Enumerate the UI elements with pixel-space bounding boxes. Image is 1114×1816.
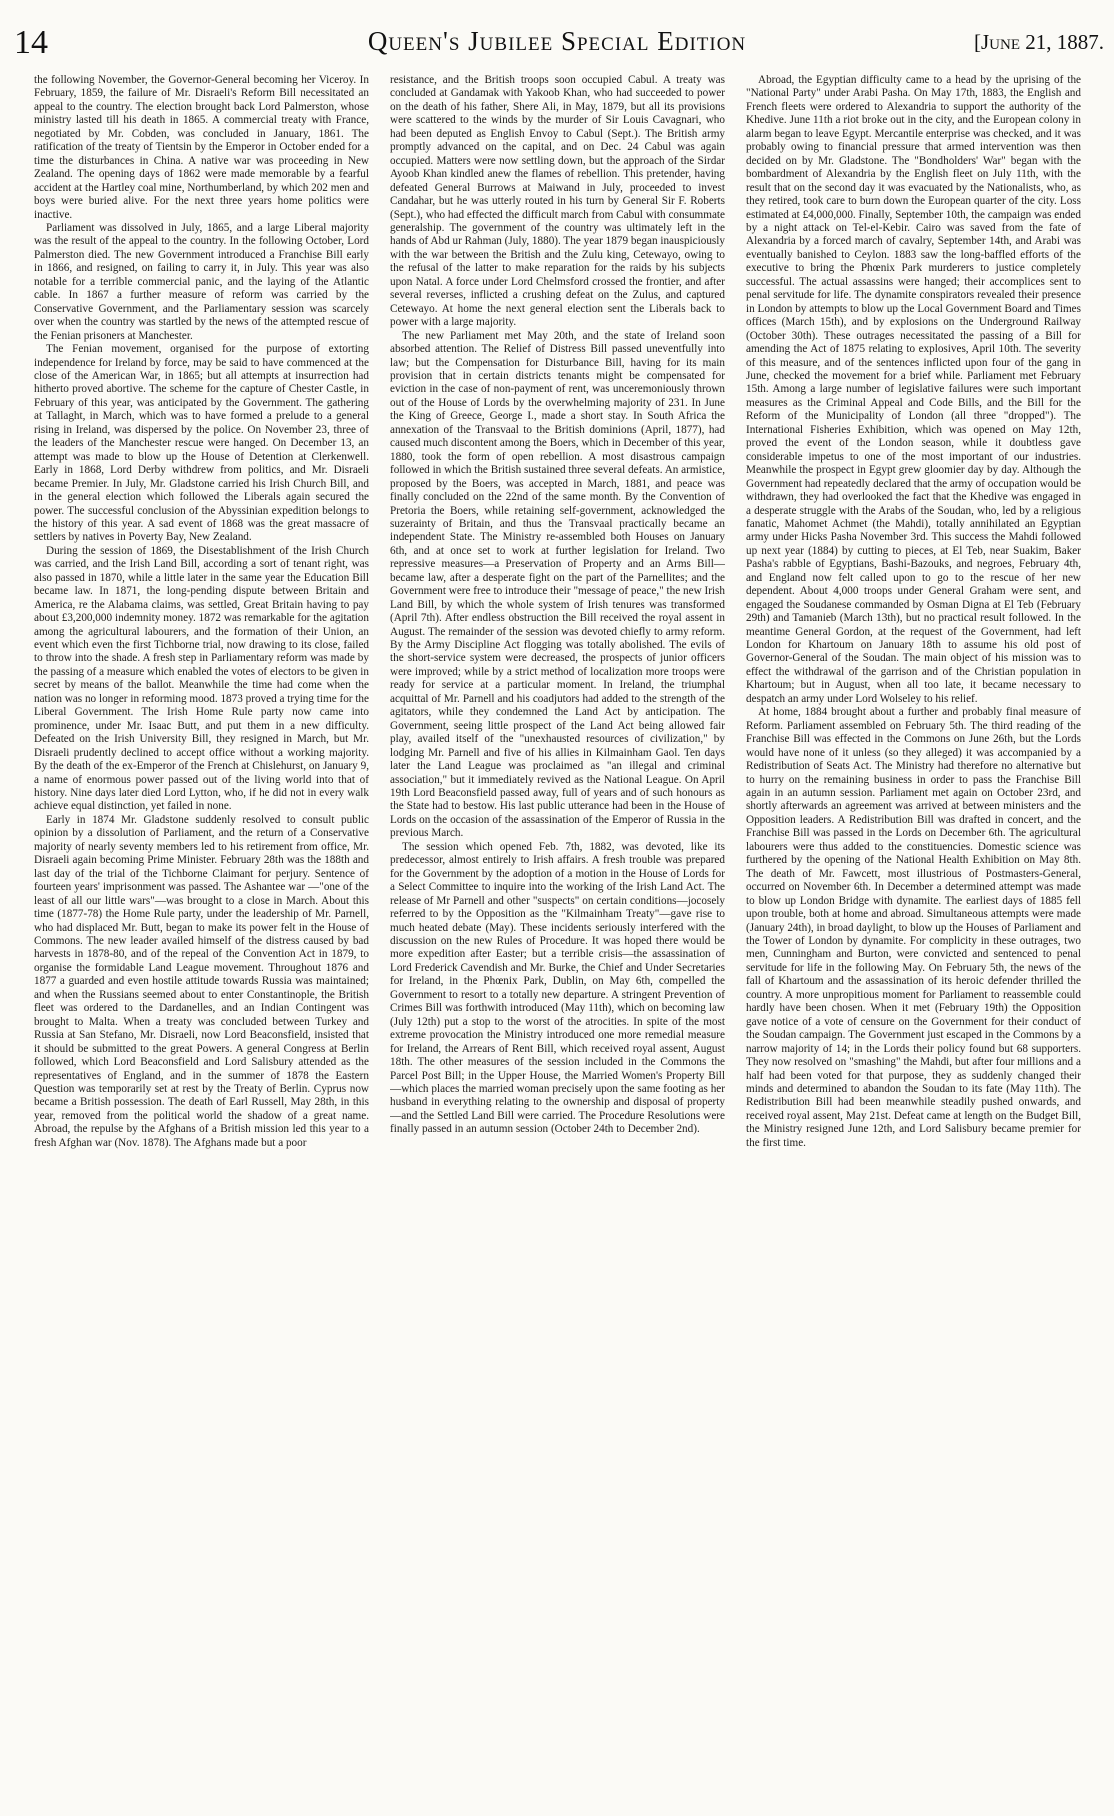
running-title: Queen's Jubilee Special Edition: [367, 26, 747, 56]
article-columns: [34, 74, 1082, 1774]
paragraph: During the session of 1869, the Disestablishment of the Irish Church was carried, and the Irish Land Bill, according a sort of tenant right, was also passed in 1870, while a little later in the same year the Education Bill became law. In 1871, the long-pending dispute between Britain and America, re the Alabama claims, was settled, Great Britain having to pay about £3,200,000 indemnity money. 1872 was remarkable for the agitation among the agricultural labourers, and the formation of their Union, an event which even the first Tichborne trial, now drawing to its close, failed to throw into the shade. A fresh step in Parliamentary reform was made by the passing of a measure which enabled the votes of electors to be given in secret by means of the ballot. Meanwhile the time had come when the nation was no longer in reforming mood. 1873 proved a trying time for the Liberal Government. The Irish Home Rule party now came into prominence, under Mr. Isaac Butt, and put them in a new difficulty. Defeated on the Irish University Bill, they resigned in March, but Mr. Disraeli prudently declined to accept office without a working majority. By the death of the ex-Emperor of the French at Chislehurst, on January 9, a name of enormous power passed out of the living world into that of history. Nine days later died Lord Lytton, who, if he did not in every walk achieve equal distinction, yet failed in none.: [34, 544, 369, 813]
paragraph: the following November, the Governor-General becoming her Viceroy. In February, 1859, the failure of Mr. Disraeli's Reform Bill necessitated an appeal to the country. The election brought back Lord Palmerston, whose ministry lasted till his death in 1865. A commercial treaty with France, negotiated by Mr. Cobden, was concluded in January, 1861. The ratification of the treaty of Tientsin by the Emperor in October ended for a time the disturbances in China. A native war was proceeding in New Zealand. The opening days of 1862 were made memorable by a fearful accident at the Hartley coal mine, Northumberland, by which 202 men and boys were buried alive. For the next three years home politics were inactive.: [34, 74, 369, 221]
column-3: [746, 74, 1081, 1770]
paragraph: Abroad, the Egyptian difficulty came to a head by the uprising of the "National Party" under Arabi Pasha. On May 17th, 1883, the English and French fleets were ordered to Alexandria to support the authority of the Khedive. June 11th a riot broke out in the city, and the European colony in alarm began to leave Egypt. Mercantile enterprise was checked, and it was probably owing to financial pressure that armed intervention was then decided on by Mr. Gladstone. The "Bondholders' War" began with the bombardment of Alexandria by the English fleet on July 11th, with the result that on the second day it was evacuated by the Nationalists, who, as they retired, took care to burn down the European quarter of the city. Loss estimated at £4,000,000. Finally, September 10th, the campaign was ended by a night attack on Tel-el-Kebir. Cairo was saved from the fate of Alexandria by a forced march of cavalry, September 14th, and Arabi was eventually banished to Ceylon. 1883 saw the long-baffled efforts of the executive to bring the Phœnix Park murderers to justice completely successful. The actual assassins were hanged; their accomplices sent to penal servitude for life. The dynamite conspirators revealed their presence in London by attempts to blow up the Local Government Board and Times offices (March 15th), and by explosions on the Underground Railway (October 30th). These outrages necessitated the passing of a Bill for amending the Act of 1875 relating to explosives, April 10th. The severity of this measure, and of the sentences inflicted upon four of the gang in June, checked the movement for a brief while. Parliament met February 15th. Among a large number of legislative failures were such important measures as the Criminal Appeal and Code Bills, and the Bill for the Reform of the Municipality of London (all three "dropped"). The International Fisheries Exhibition, which was opened on May 12th, proved the event of the London season, while it doubtless gave considerable impetus to one of the most important of our industries. Meanwhile the prospect in Egypt grew gloomier day by day. Although the Government had repeatedly declared that the army of occupation would be withdrawn, they had overlooked the fact that the Khedive was engaged in a desperate struggle with the Arabs of the Soudan, who, led by a religious fanatic, Mahomet Achmet (the Mahdi), totally annihilated an Egyptian army under Hicks Pasha November 3rd. This success the Mahdi followed up next year (1884) by cutting to pieces, at El Teb, near Suakim, Baker Pasha's rabble of Egyptians, Bashi-Bazouks, and negroes, February 4th, and England now felt called upon to go to the rescue of her new dependent. About 4,000 troops under General Graham were sent, and engaged the Soudanese commanded by Osman Digna at El Teb (February 29th) and Tamanieb (March 13th), but no practical result followed. In the meantime General Gordon, at the request of the Government, had left London for Khartoum on January 18th to assume his old post of Governor-General of the Soudan. The main object of his mission was to effect the withdrawal of the garrison and of the Christian population in Khartoum; but in August, when all too late, it became necessary to despatch an army under Lord Wolseley to his relief.: [746, 74, 1081, 705]
paragraph: Early in 1874 Mr. Gladstone suddenly resolved to consult public opinion by a dissolution of Parliament, and the return of a Conservative majority of nearly seventy members led to his retirement from office, Mr. Disraeli again becoming Prime Minister. February 28th was the 188th and last day of the trial of the Tichborne Claimant for perjury. Sentence of fourteen years' imprisonment was passed. The Ashantee war —"one of the least of all our little wars"—was brought to a close in March. About this time (1877-78) the Home Rule party, under the leadership of Mr. Parnell, who had displaced Mr. Butt, began to make its power felt in the House of Commons. The new leader availed himself of the distress caused by bad harvests in 1878-80, and of the repeal of the Convention Act in 1879, to organise the formidable Land League movement. Throughout 1876 and 1877 a guarded and even hostile attitude towards Russia was maintained; and when the Russians seemed about to enter Constantinople, the British fleet was ordered to the Dardanelles, and an Indian Contingent was brought to Malta. When a treaty was concluded between Turkey and Russia at San Stefano, Mr. Disraeli, now Lord Beaconsfield, insisted that it should be submitted to the great Powers. A general Congress at Berlin followed, which Lord Beaconsfield and Lord Salisbury attended as the representatives of England, and in the summer of 1878 the Eastern Question was temporarily set at rest by the Treaty of Berlin. Cyprus now became a British possession. The death of Earl Russell, May 28th, in this year, removed from the political world the shadow of a great name. Abroad, the repulse by the Afghans of a British mission led this year to a fresh Afghan war (Nov. 1878). The Afghans made but a poor: [34, 813, 369, 1149]
column-2: [390, 74, 725, 1770]
paragraph: resistance, and the British troops soon occupied Cabul. A treaty was concluded at Gandamak with Yakoob Khan, who had succeeded to power on the death of his father, Shere Ali, in May, 1879, but all its provisions were scattered to the winds by the murder of Sir Louis Cavagnari, who had been deputed as English Envoy to Cabul (Sept.). The British army promptly advanced on the capital, and on Dec. 24 Cabul was again occupied. Matters were now settling down, but the approach of the Sirdar Ayoob Khan kindled anew the flames of rebellion. This pretender, having defeated General Burrows at Maiwand in July, proceeded to invest Candahar, but he was utterly routed in his turn by General Sir F. Roberts (Sept.), who had effected the difficult march from Cabul with consummate generalship. The government of the country was ultimately left in the hands of Abd ur Rahman (July, 1880). The year 1879 began inauspiciously with the war between the British and the Zulu king, Cetewayo, owing to the refusal of the latter to make reparation for the raids by his subjects upon Natal. A force under Lord Chelmsford crossed the frontier, and after several reverses, inflicted a crushing defeat on the Zulus, and captured Cetewayo. At home the next general election sent the Liberals back to power with a large majority.: [390, 74, 725, 329]
paragraph: Parliament was dissolved in July, 1865, and a large Liberal majority was the result of the appeal to the country. In the following October, Lord Palmerston died. The new Government introduced a Franchise Bill early in 1866, and resigned, on failing to carry it, in July. This year was also notable for a terrible commercial panic, and the laying of the Atlantic cable. In 1867 a further measure of reform was carried by the Conservative Government, and the Parliamentary session was scarcely over when the country was startled by the news of the attempted rescue of the Fenian prisoners at Manchester.: [34, 221, 369, 342]
paragraph: The Fenian movement, organised for the purpose of extorting independence for Ireland by force, may be said to have commenced at the close of the American War, in 1865; but all attempts at insurrection had hitherto proved abortive. The scheme for the capture of Chester Castle, in February of this year, was anticipated by the Government. The gathering at Tallaght, in March, which was to have formed a prelude to a general rising in Ireland, was dispersed by the police. On November 23, three of the leaders of the Manchester rescue were hanged. On December 13, an attempt was made to blow up the House of Detention at Clerkenwell. Early in 1868, Lord Derby withdrew from politics, and Mr. Disraeli became Premier. In July, Mr. Gladstone carried his Irish Church Bill, and in the general election which followed the Liberals again secured the power. The successful conclusion of the Abyssinian expedition belongs to the history of this year. A sad event of 1868 was the great massacre of settlers by natives in Poverty Bay, New Zealand.: [34, 343, 369, 544]
page-header: [0, 20, 1114, 64]
column-1: [34, 74, 369, 1770]
paragraph: At home, 1884 brought about a further and probably final measure of Reform. Parliament assembled on February 5th. The third reading of the Franchise Bill was effected in the Commons on June 26th, but the Lords would have none of it unless (so they alleged) it was accompanied by a Redistribution of Seats Act. The Ministry had therefore no alternative but to hurry on the remaining business in order to pass the Franchise Bill again in an autumn session. Parliament met again on October 23rd, and shortly afterwards an agreement was arrived at between ministers and the Opposition leaders. A Redistribution Bill was drafted in concert, and the Franchise Bill was passed in the Lords on December 6th. The agricultural labourers were thus added to the constituencies. Domestic science was furthered by the opening of the National Health Exhibition on May 8th. The death of Mr. Fawcett, most illustrious of Postmasters-General, occurred on November 6th. In December a determined attempt was made to blow up London Bridge with dynamite. The earliest days of 1885 fell upon trouble, both at home and abroad. Simultaneous attempts were made (January 24th), in broad daylight, to blow up the Houses of Parliament and the Tower of London by dynamite. For complicity in these outrages, two men, Cunningham and Burton, were convicted and sentenced to penal servitude for life in the following May. On February 5th, the news of the fall of Khartoum and the assassination of its heroic defender thrilled the country. A more unpropitious moment for Parliament to reassemble could hardly have been chosen. When it met (February 19th) the Opposition gave notice of a vote of censure on the Government for their conduct of the Soudan campaign. The Government just escaped in the Commons by a narrow majority of 14; in the Lords their policy found but 68 supporters. They now resolved on "smashing" the Mahdi, but after four millions and a half had been voted for that purpose, they as suddenly changed their minds and determined to abandon the Soudan to its fate (May 11th). The Redistribution Bill had been meanwhile steadily pushed onwards, and received royal assent, May 21st. Defeat came at length on the Budget Bill, the Ministry resigned June 12th, and Lord Salisbury became premier for the first time.: [746, 706, 1081, 1149]
paragraph: The new Parliament met May 20th, and the state of Ireland soon absorbed attention. The Relief of Distress Bill passed uneventfully into law; but the Compensation for Disturbance Bill, having for its main provision that in certain districts tenants might be compensated for eviction in the case of non-payment of rent, was unceremoniously thrown out of the House of Lords by the overwhelming majority of 231. In June the King of Greece, George I., made a short stay. In South Africa the annexation of the Transvaal to the British dominions (April, 1877), had caused much discontent among the Boers, which in December of this year, 1880, took the form of open rebellion. A most disastrous campaign followed in which the British sustained three several defeats. An armistice, proposed by the Boers, was accepted in March, 1881, and peace was finally concluded on the 22nd of the same month. By the Convention of Pretoria the Boers, while retaining self-government, acknowledged the suzerainty of Britain, and thus the Transvaal practically became an independent State. The Ministry re-assembled both Houses on January 6th, and at once set to work at further legislation for Ireland. Two repressive measures—a Preservation of Property and an Arms Bill—became law, after a desperate fight on the part of the Parnellites; and the Government were free to introduce their "message of peace," the new Irish Land Bill, by which the whole system of Irish tenures was transformed (April 7th). After endless obstruction the Bill received the royal assent in August. The remainder of the session was devoted chiefly to army reform. By the Army Discipline Act flogging was totally abolished. The evils of the short-service system were decreased, the prospects of junior officers were improved; while by a strict method of localization more troops were ready for service at a particular moment. In Ireland, the triumphal acquittal of Mr. Parnell and his coadjutors had added to the strength of the agitators, while they condemned the Land Act by anticipation. The Government, seeing little prospect of the Land Act being allowed fair play, availed itself of the "unexhausted resources of civilization," by lodging Mr. Parnell and five of his allies in Kilmainham Gaol. Ten days later the Land League was proclaimed as "an illegal and criminal association," but it immediately revived as the National League. On April 19th Lord Beaconsfield passed away, full of years and of such honours as the State had to bestow. His last public utterance had been in the House of Lords on the occasion of the assassination of the Emperor of Russia in the previous March.: [390, 329, 725, 840]
issue-date: [June 21, 1887.: [974, 30, 1104, 54]
paragraph: The session which opened Feb. 7th, 1882, was devoted, like its predecessor, almost entirely to Irish affairs. A fresh trouble was prepared for the Government by the adoption of a motion in the House of Lords for a Select Committee to inquire into the working of the Irish Land Act. The release of Mr Parnell and other "suspects" on certain conditions—jocosely referred to by the Opposition as the "Kilmainham Treaty"—gave rise to much heated debate (May). These incidents seriously interfered with the discussion on the new Rules of Procedure. It was hoped there would be more expedition after Easter; but a terrible crisis—the assassination of Lord Frederick Cavendish and Mr. Burke, the Chief and Under Secretaries for Ireland, in the Phœnix Park, Dublin, on May 6th, compelled the Government to resort to a totally new departure. A stringent Prevention of Crimes Bill was forthwith introduced (May 11th), which on becoming law (July 12th) put a stop to the worst of the atrocities. In spite of the most extreme provocation the Ministry introduced one more remedial measure for Ireland, the Arrears of Rent Bill, which received royal assent, August 18th. The other measures of the session included in the Commons the Parcel Post Bill; in the Upper House, the Married Women's Property Bill—which places the married woman precisely upon the same footing as her husband in everything relating to the ownership and disposal of property—and the Settled Land Bill were carried. The Procedure Resolutions were finally passed in an autumn session (October 24th to December 2nd).: [390, 840, 725, 1136]
page-number: 14: [14, 24, 48, 61]
